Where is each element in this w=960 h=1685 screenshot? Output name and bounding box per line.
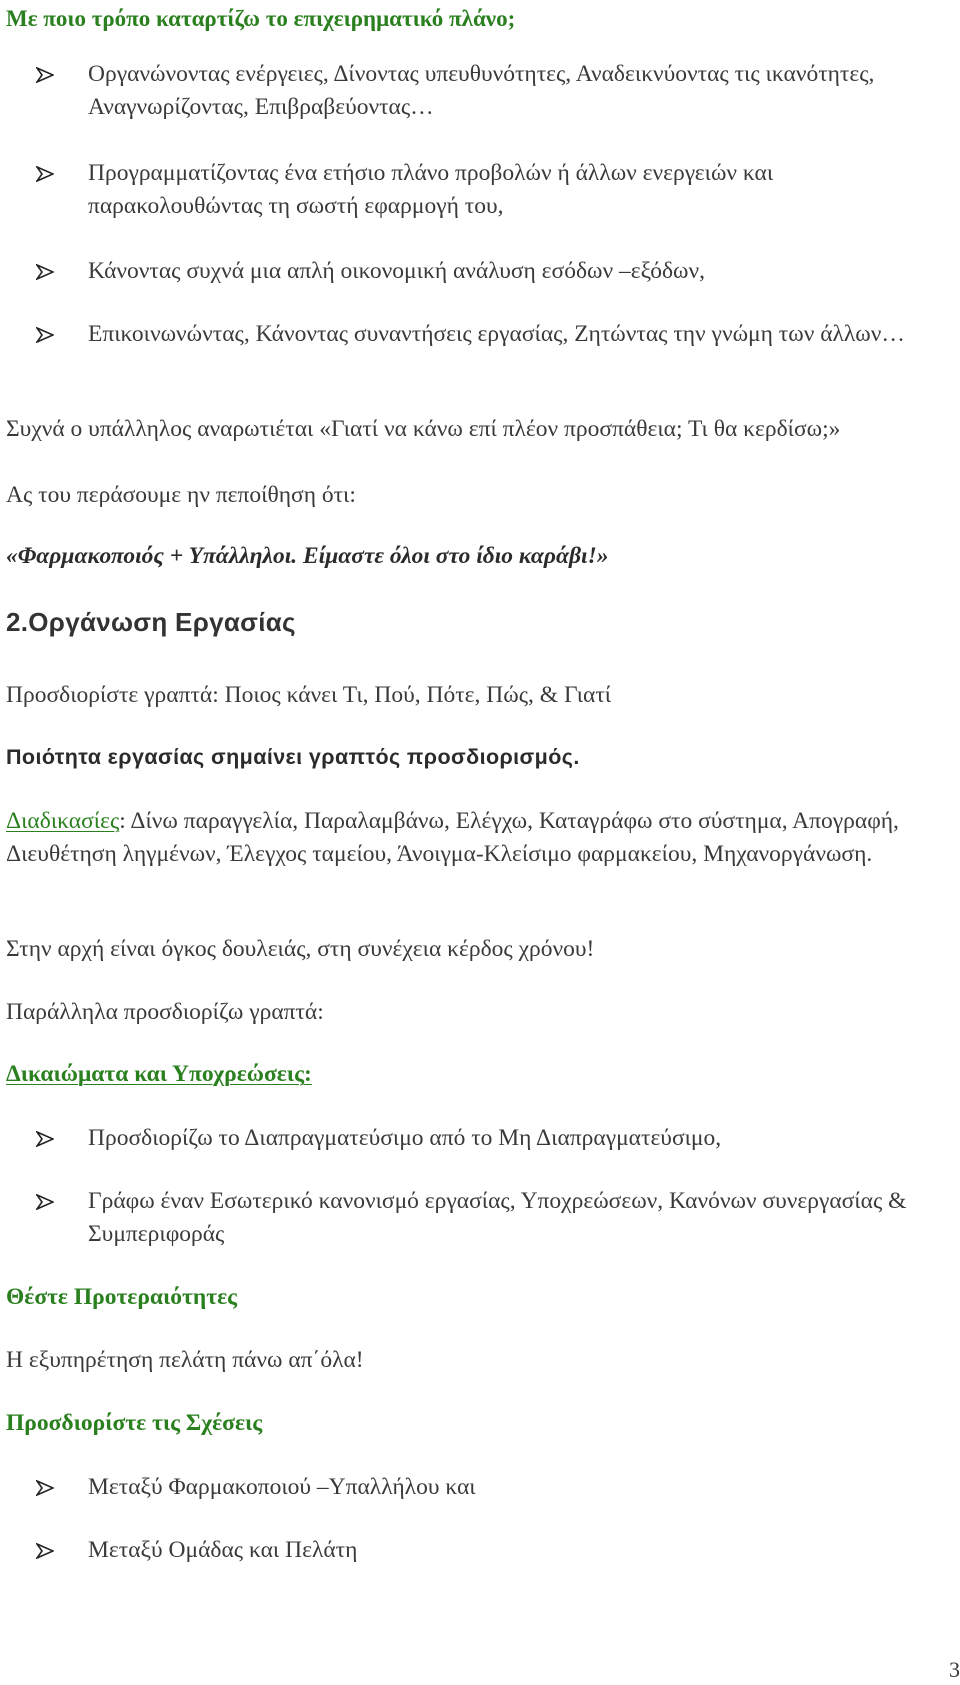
procedures-label: Διαδικασίες — [6, 808, 120, 834]
list-item — [36, 58, 916, 124]
arrowhead-bullet-icon — [36, 264, 54, 280]
list-item — [36, 157, 916, 223]
arrowhead-bullet-icon — [36, 1480, 54, 1496]
arrowhead-bullet-icon — [36, 166, 54, 182]
arrowhead-bullet-icon — [36, 1131, 54, 1147]
arrowhead-bullet-icon — [36, 67, 54, 83]
list-item-text: Γράφω έναν Εσωτερικό κανονισμό εργασίας, Υποχρεώσεων, Κανόνων συνεργασίας & Συμπεριφοράς — [88, 1188, 907, 1247]
paragraph-parallel: Παράλληλα προσδιορίζω γραπτά: — [6, 999, 324, 1025]
list-item-text: Επικοινωνώντας, Κάνοντας συναντήσεις εργασίας, Ζητώντας την γνώμη των άλλων… — [88, 321, 905, 347]
list-item-text: Μεταξύ Φαρμακοποιού –Υπαλλήλου και — [88, 1474, 476, 1500]
list-item — [36, 1185, 916, 1251]
list-item — [36, 318, 916, 351]
arrowhead-bullet-icon — [36, 1194, 54, 1210]
page-number: 3 — [949, 1657, 960, 1682]
list-item-text: Κάνοντας συχνά μια απλή οικονομική ανάλυση εσόδων –εξόδων, — [88, 258, 706, 284]
paragraph-priorities: Η εξυπηρέτηση πελάτη πάνω απ΄όλα! — [6, 1347, 364, 1373]
section-title-priorities: Θέστε Προτεραιότητες — [6, 1284, 238, 1310]
list-item — [36, 1471, 916, 1504]
arrowhead-bullet-icon — [36, 327, 54, 343]
list-item — [36, 1534, 916, 1567]
paragraph-define-written: Προσδιορίστε γραπτά: Ποιος κάνει Τι, Πού, Πότε, Πώς, & Γιατί — [6, 682, 612, 708]
paragraph-belief: Ας του περάσουμε ην πεποίθηση ότι: — [6, 482, 356, 508]
section-title-rights-obligations — [6, 1058, 936, 1091]
paragraph-quality: Ποιότητα εργασίας σημαίνει γραπτός προσδιορισμός. — [6, 745, 580, 769]
paragraph-procedures — [6, 805, 936, 871]
list-item — [36, 255, 916, 288]
paragraph-workload: Στην αρχή είναι όγκος δουλειάς, στη συνέχεια κέρδος χρόνου! — [6, 936, 595, 962]
procedures-text: : Δίνω παραγγελία, Παραλαμβάνω, Ελέγχω, Καταγράφω στο σύστημα, Απογραφή, Διευθέτηση ληγμένων, Έλεγχος ταμείου, Άνοιγμα-Κλείσιμο φαρμακείου, Μηχανοργάνωση. — [6, 808, 899, 867]
list-item-text: Προγραμματίζοντας ένα ετήσιο πλάνο προβολών ή άλλων ενεργειών και παρακολουθώντας τη σωστή εφαρμογή του, — [88, 160, 774, 219]
paragraph-employee-question: Συχνά ο υπάλληλος αναρωτιέται «Γιατί να κάνω επί πλέον προσπάθεια; Τι θα κερδίσω;» — [6, 416, 841, 442]
quote-same-boat: «Φαρμακοποιός + Υπάλληλοι. Είμαστε όλοι στο ίδιο καράβι!» — [6, 543, 609, 569]
section-title-work-organization: 2.Οργάνωση Εργασίας — [6, 607, 296, 637]
list-item-text: Μεταξύ Ομάδας και Πελάτη — [88, 1537, 358, 1563]
list-item-text: Οργανώνοντας ενέργειες, Δίνοντας υπευθυνότητες, Αναδεικνύοντας τις ικανότητες, Αναγνωρίζοντας, Επιβραβεύοντας… — [88, 61, 875, 120]
section-title-relations: Προσδιορίστε τις Σχέσεις — [6, 1410, 263, 1436]
rights-title-text: Δικαιώματα και Υποχρεώσεις: — [6, 1061, 312, 1087]
arrowhead-bullet-icon — [36, 1543, 54, 1559]
heading-how-to-build-plan: Με ποιο τρόπο καταρτίζω το επιχειρηματικό πλάνο; — [6, 6, 516, 31]
list-item — [36, 1122, 916, 1155]
list-item-text: Προσδιορίζω το Διαπραγματεύσιμο από το Μη Διαπραγματεύσιμο, — [88, 1125, 722, 1151]
